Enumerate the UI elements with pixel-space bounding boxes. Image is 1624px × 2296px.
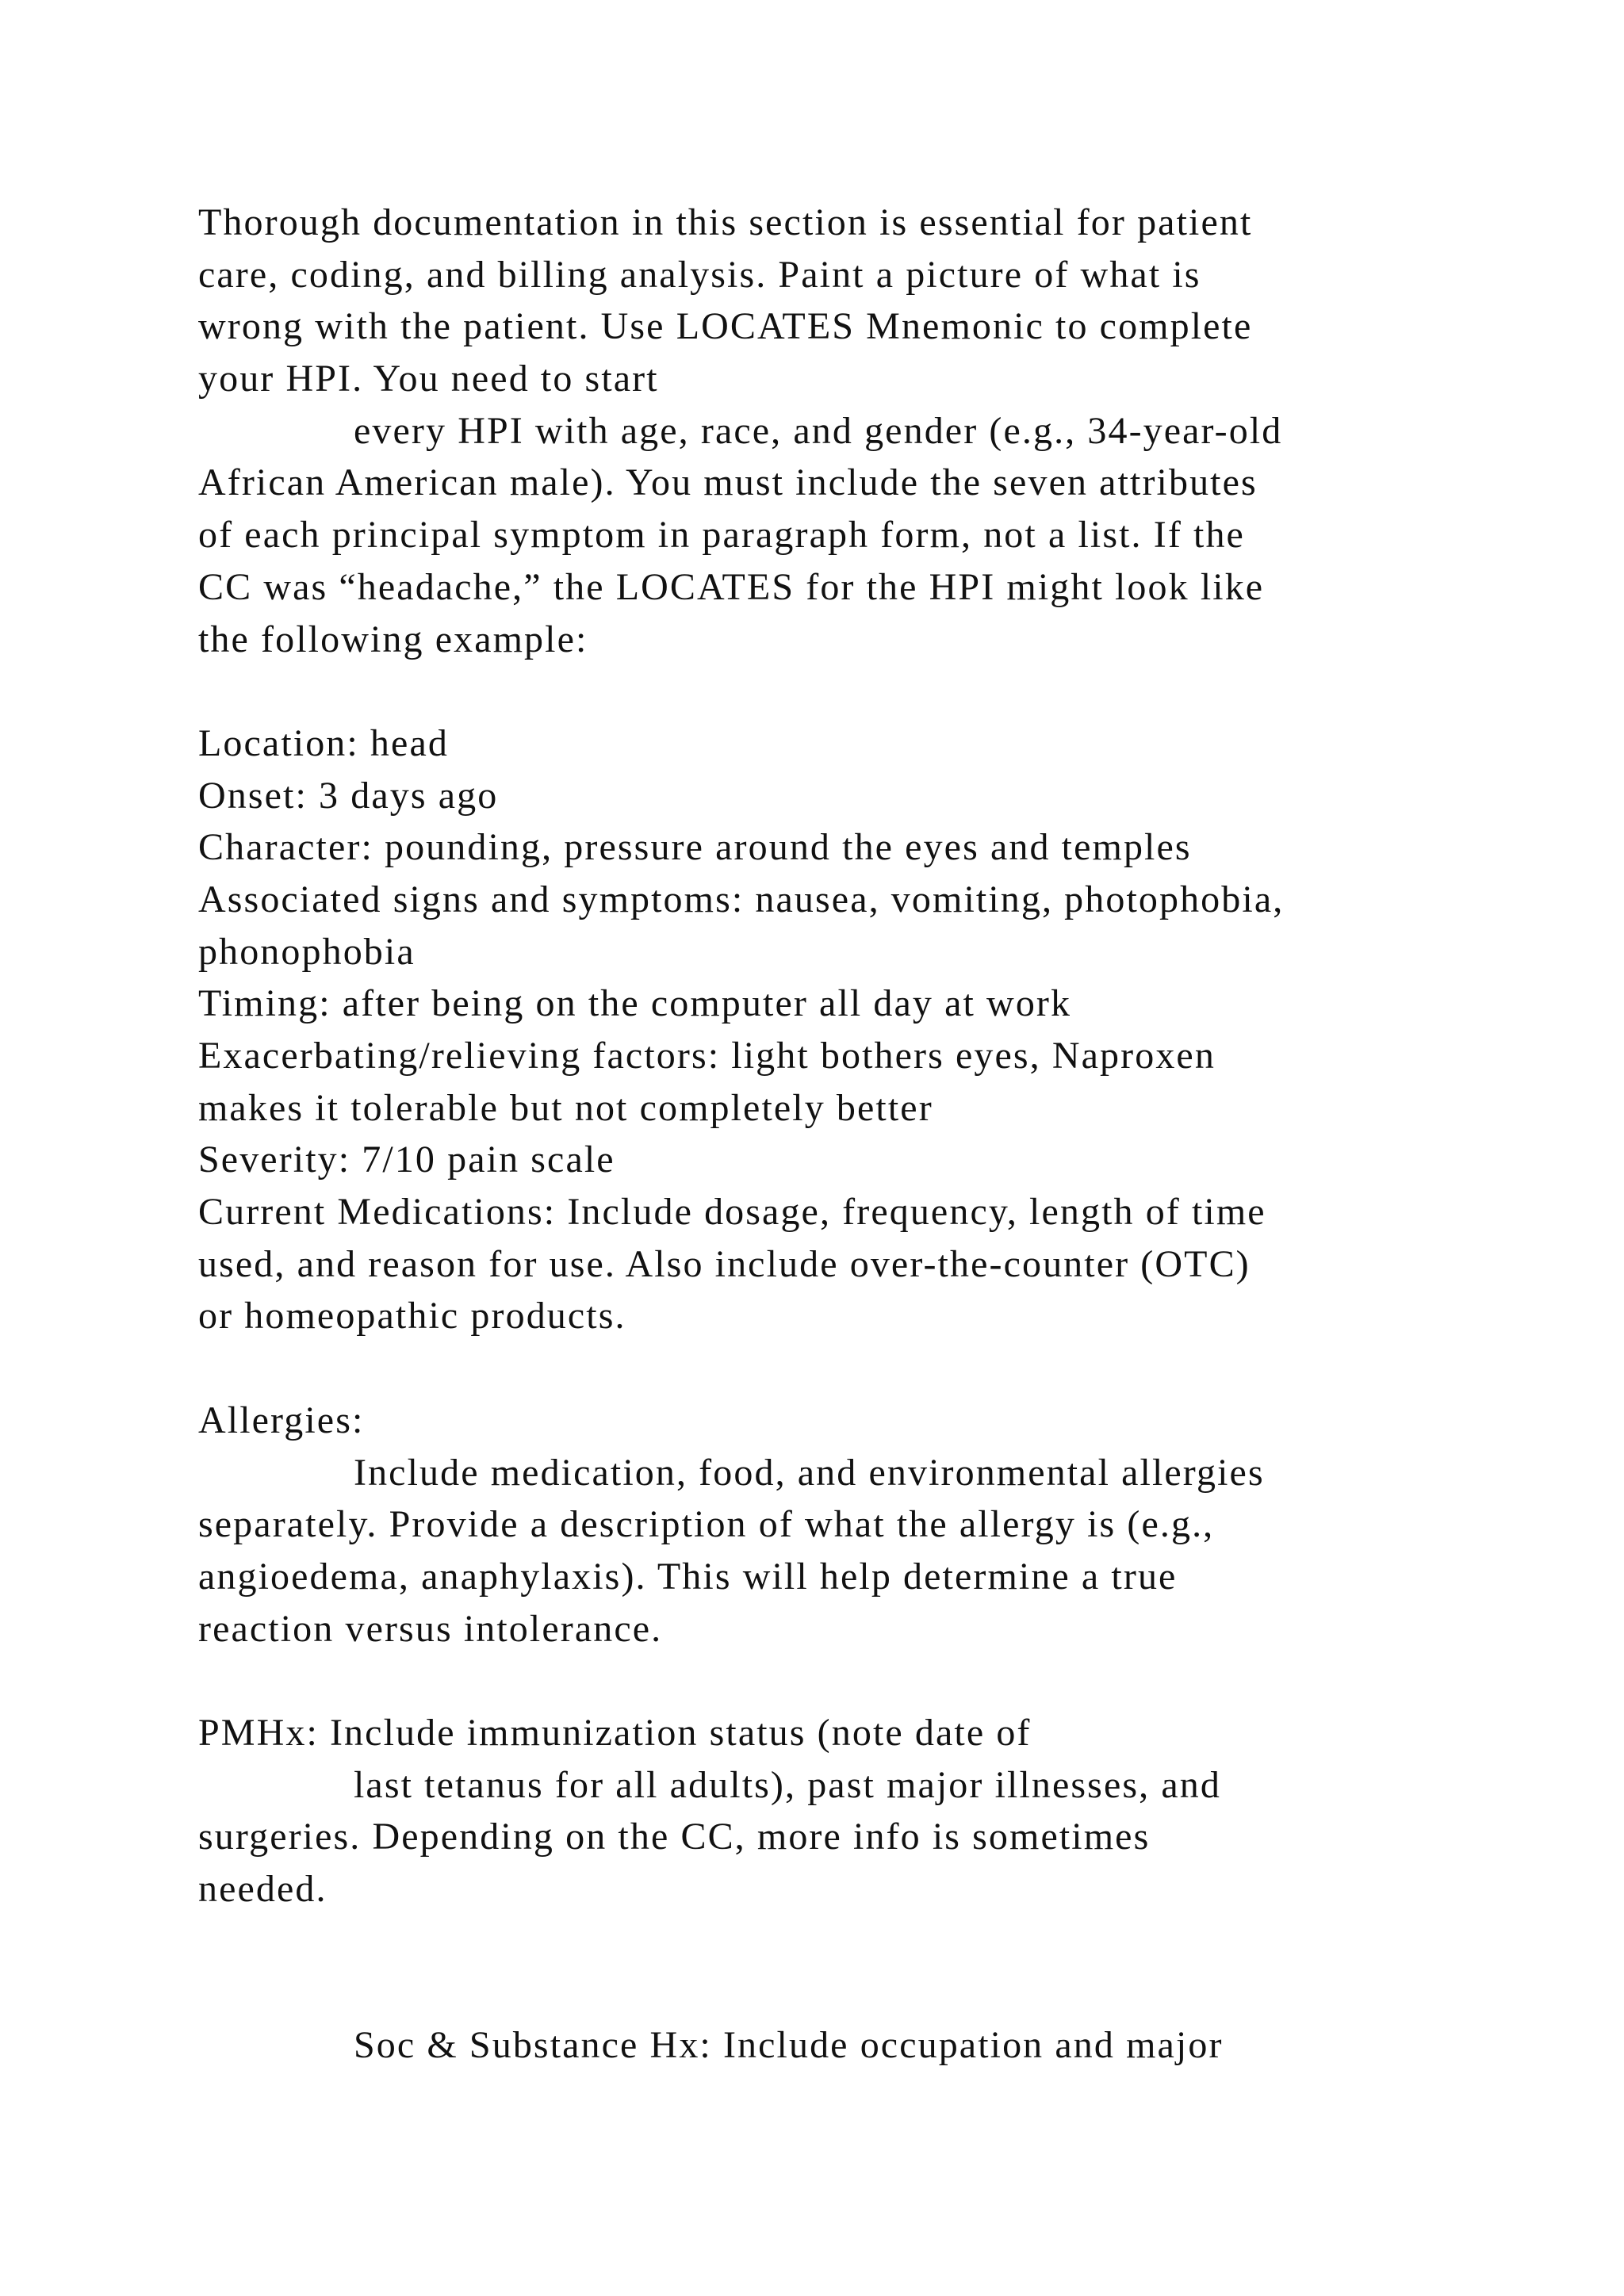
paragraph-spacer <box>198 1342 1546 1395</box>
text-line: separately. Provide a description of what the allergy is (e.g., <box>198 1503 1215 1546</box>
text-line: your HPI. You need to start <box>198 358 659 400</box>
text-line: every HPI with age, race, and gender (e.g., 34-year-old <box>354 409 1283 452</box>
section-heading-allergies: Allergies: <box>198 1399 365 1441</box>
soc-substance-section <box>198 2019 1546 2072</box>
text-line: care, coding, and billing analysis. Paint a picture of what is <box>198 253 1201 296</box>
locates-item: Severity: 7/10 pain scale <box>198 1138 615 1181</box>
locates-item: Character: pounding, pressure around the eyes and temples <box>198 826 1192 869</box>
text-line: surgeries. Depending on the CC, more info is sometimes <box>198 1816 1151 1858</box>
paragraph-spacer <box>198 1655 1546 1707</box>
text-line: last tetanus for all adults), past major illnesses, and <box>354 1763 1221 1806</box>
text-line: CC was “headache,” the LOCATES for the HPI might look like <box>198 565 1265 608</box>
hpi-paragraph <box>198 197 1546 665</box>
pmhx-section <box>198 1707 1546 1915</box>
locates-item: phonophobia <box>198 930 416 973</box>
locates-item: Timing: after being on the computer all day at work <box>198 982 1072 1025</box>
locates-item: makes it tolerable but not completely better <box>198 1086 933 1129</box>
text-line: African American male). You must include the seven attributes <box>198 461 1258 504</box>
paragraph-spacer <box>198 665 1546 718</box>
locates-item: Current Medications: Include dosage, frequency, length of time <box>198 1191 1266 1234</box>
text-line: wrong with the patient. Use LOCATES Mnemonic to complete <box>198 305 1253 348</box>
locates-item: or homeopathic products. <box>198 1295 626 1337</box>
text-line: needed. <box>198 1868 327 1910</box>
document-body <box>198 197 1546 2072</box>
locates-list <box>198 718 1546 1342</box>
section-heading-soc-substance: Soc & Substance Hx: Include occupation and major <box>354 2024 1224 2067</box>
locates-item: Onset: 3 days ago <box>198 774 499 817</box>
text-line: Include medication, food, and environmental allergies <box>354 1451 1265 1494</box>
text-line: reaction versus intolerance. <box>198 1607 663 1650</box>
paragraph-spacer <box>198 1915 1546 2019</box>
locates-item: Location: head <box>198 721 449 764</box>
section-heading-pmhx: PMHx: Include immunization status (note date of <box>198 1711 1032 1754</box>
locates-item: Exacerbating/relieving factors: light bothers eyes, Naproxen <box>198 1035 1216 1077</box>
text-line: of each principal symptom in paragraph form, not a list. If the <box>198 514 1245 557</box>
text-line: angioedema, anaphylaxis). This will help determine a true <box>198 1555 1178 1598</box>
locates-item: Associated signs and symptoms: nausea, vomiting, photophobia, <box>198 878 1285 920</box>
locates-item: used, and reason for use. Also include over-the-counter (OTC) <box>198 1242 1251 1285</box>
text-line: the following example: <box>198 618 588 660</box>
allergies-section <box>198 1395 1546 1655</box>
text-line: Thorough documentation in this section is essential for patient <box>198 201 1253 243</box>
